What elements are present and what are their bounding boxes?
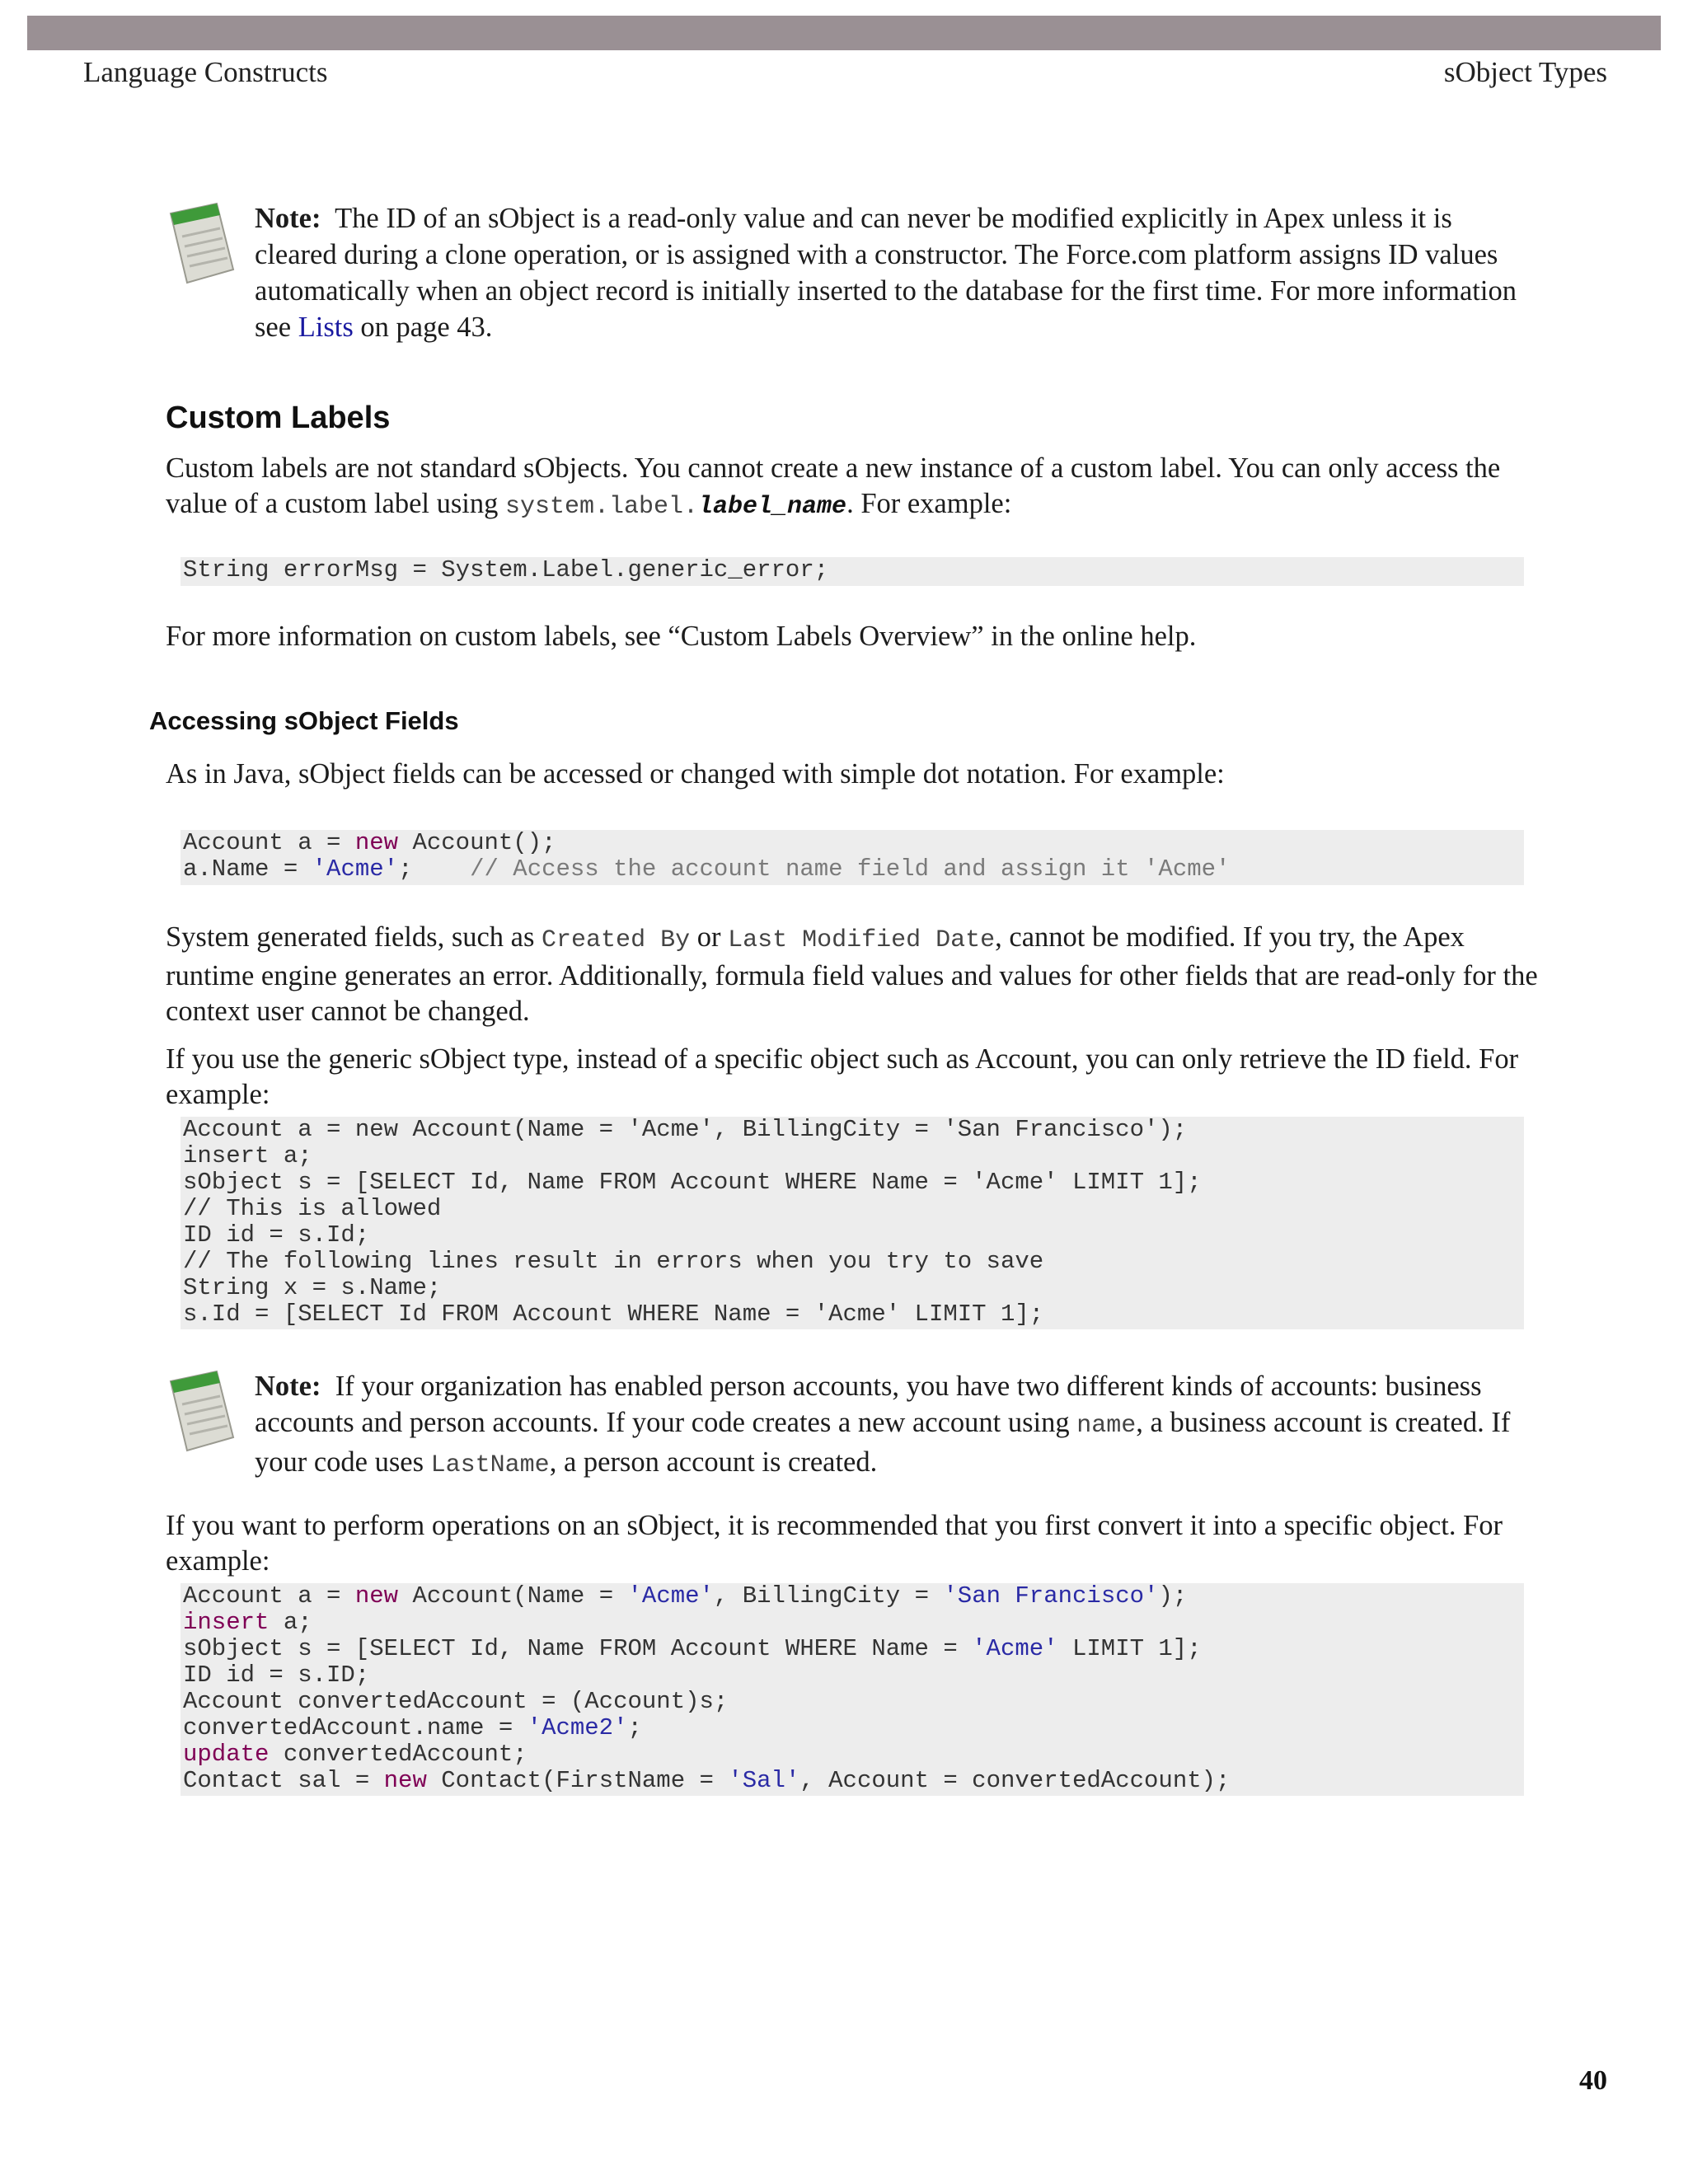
code-line: Account a = new Account(); (183, 829, 556, 856)
code-line: a.Name = 'Acme'; // Access the account name field and assign it 'Acme' (183, 855, 1231, 883)
note-text (255, 1368, 1540, 1483)
code-block-custom-label (181, 557, 1524, 586)
custom-labels-text: Custom labels are not standard sObjects. You cannot create a new instance of a custom label. You can only access the value of a custom label using (166, 452, 1501, 519)
code-line: insert a; (183, 1142, 312, 1169)
accessing-intro: As in Java, sObject fields can be accessed or changed with simple dot notation. For example: (166, 758, 1225, 790)
note-body: The ID of an sObject is a read-only value and can never be modified explicitly in Apex unless it is cleared during a clone operation, or is assigned with a constructor. The Force.com platform assigns ID values automatically when an object record is initially inserted to the database for the first time. For more information see (255, 203, 1517, 343)
code-line: String errorMsg = System.Label.generic_error; (183, 556, 829, 583)
system-fields-text: System generated fields, such as (166, 921, 542, 953)
custom-labels-paragraph (166, 451, 1542, 525)
code-line: ID id = s.Id; (183, 1221, 370, 1249)
code-line: convertedAccount.name = 'Acme2'; (183, 1714, 642, 1741)
note-label: Note: (255, 1371, 321, 1402)
code-line: Account a = new Account(Name = 'Acme', BillingCity = 'San Francisco'); (183, 1116, 1188, 1143)
code-line: // The following lines result in errors when you try to save (183, 1248, 1044, 1275)
code-block-convert-sobject (181, 1583, 1524, 1796)
page-number: 40 (1579, 2065, 1607, 2096)
running-header-topic: sObject Types (1443, 56, 1607, 88)
code-line: Account a = new Account(Name = 'Acme', BillingCity = 'San Francisco'); (183, 1582, 1188, 1610)
inline-code-created-by: Created By (542, 926, 691, 954)
running-header-section: Language Constructs (83, 56, 328, 88)
generic-sobject-paragraph: If you use the generic sObject type, instead of a specific object such as Account, you can only retrieve the ID field. For example: (166, 1043, 1519, 1110)
note-text (255, 200, 1540, 345)
inline-code-system-label: system.label. (504, 493, 699, 521)
inline-code-lastname: LastName (430, 1451, 550, 1479)
note-body-end: , a person account is created. (549, 1446, 878, 1478)
code-line: // This is allowed (183, 1195, 442, 1222)
custom-labels-more-info: For more information on custom labels, see “Custom Labels Overview” in the online help. (166, 621, 1197, 652)
code-block-dot-notation (181, 830, 1524, 885)
system-fields-or: or (690, 921, 729, 953)
code-line: ID id = s.ID; (183, 1661, 370, 1689)
lists-link[interactable]: Lists (298, 312, 354, 343)
inline-code-name: name (1076, 1412, 1137, 1440)
note-body-mid: , a business account is created. If your code uses (255, 1407, 1511, 1478)
code-line: update convertedAccount; (183, 1741, 528, 1768)
system-fields-text-end: , cannot be modified. If you try, the Apex runtime engine generates an error. Additionally, formula field values and values for other fields that are read-only for the context user cannot be changed. (166, 921, 1538, 1027)
custom-labels-text-end: . For example: (846, 488, 1012, 519)
convert-intro: If you want to perform operations on an sObject, it is recommended that you first convert it into a specific object. For example: (166, 1510, 1503, 1577)
code-line: sObject s = [SELECT Id, Name FROM Account WHERE Name = 'Acme' LIMIT 1]; (183, 1635, 1202, 1662)
inline-code-last-modified-date: Last Modified Date (728, 926, 996, 954)
code-line: sObject s = [SELECT Id, Name FROM Account WHERE Name = 'Acme' LIMIT 1]; (183, 1169, 1202, 1196)
heading-custom-labels: Custom Labels (166, 401, 391, 435)
note-label: Note: (255, 203, 321, 234)
note-icon (166, 1368, 237, 1455)
code-line: s.Id = [SELECT Id FROM Account WHERE Name = 'Acme' LIMIT 1]; (183, 1301, 1044, 1328)
code-line: String x = s.Name; (183, 1274, 442, 1301)
code-line: insert a; (183, 1609, 312, 1636)
note-icon (166, 200, 237, 288)
code-line: Account convertedAccount = (Account)s; (183, 1688, 729, 1715)
note-body: If your organization has enabled person accounts, you have two different kinds of accounts: business accounts and person accounts. If your code creates a new account using (255, 1371, 1482, 1438)
system-fields-paragraph (166, 920, 1542, 1029)
heading-accessing-sobject-fields: Accessing sObject Fields (149, 706, 459, 735)
inline-code-label-name: label_name (698, 493, 847, 521)
code-line: Contact sal = new Contact(FirstName = 'Sal', Account = convertedAccount); (183, 1767, 1231, 1794)
code-block-generic-sobject (181, 1117, 1524, 1329)
note-body-end: on page 43. (353, 312, 493, 343)
